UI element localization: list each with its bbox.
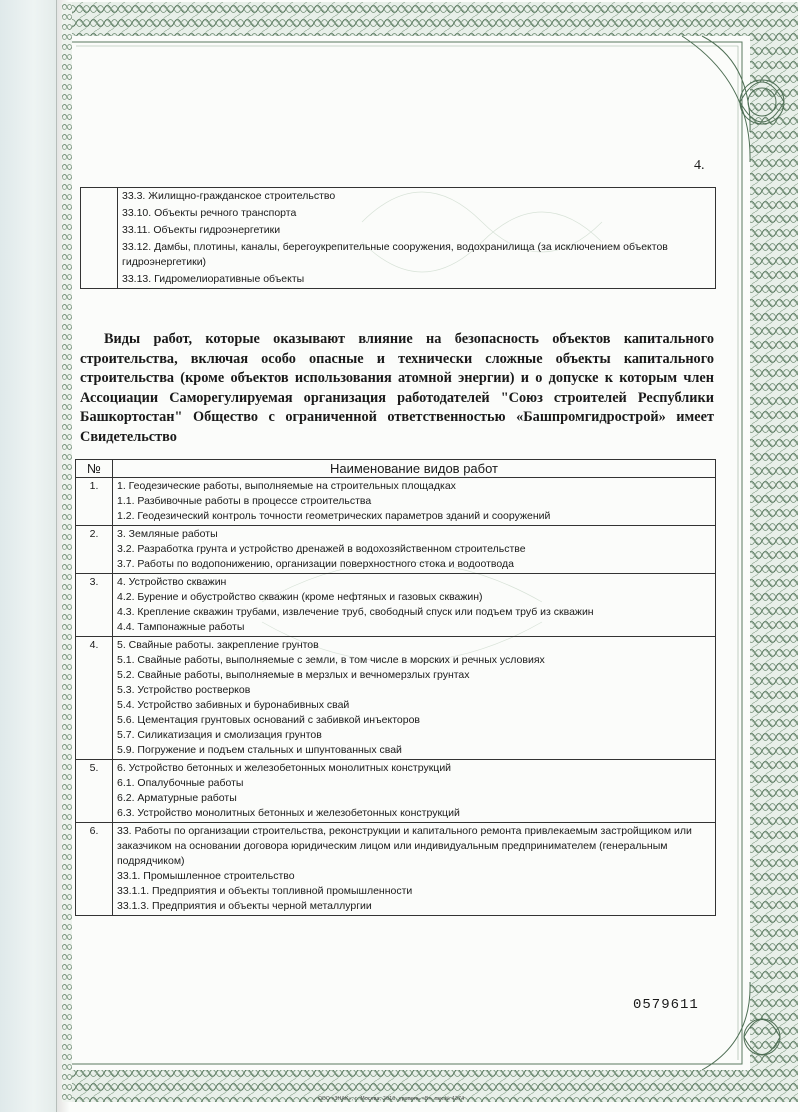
table-row: [81, 271, 716, 289]
table-row: [81, 188, 716, 206]
group-number-cell: 2.: [76, 526, 113, 574]
work-item: 4.3. Крепление скважин трубами, извлечение труб, свободный спуск или подъем труб из скважин: [117, 606, 594, 618]
work-item: 33.1. Промышленное строительство: [117, 870, 295, 882]
header-name: Наименование видов работ: [113, 460, 716, 478]
work-item: 33.1.1. Предприятия и объекты топливной промышленности: [117, 885, 413, 897]
work-type-cell: 33.3. Жилищно-гражданское строительство: [118, 188, 716, 206]
group-items-cell: [113, 637, 716, 760]
work-item: 1. Геодезические работы, выполняемые на строительных площадках: [117, 480, 456, 492]
group-items-cell: [113, 478, 716, 526]
row-number-cell: [81, 271, 118, 289]
header-number: №: [76, 460, 113, 478]
work-type-cell: 33.12. Дамбы, плотины, каналы, берегоукрепительные сооружения, водохранилища (за исключением объектов гидроэнергетики): [118, 239, 716, 271]
table-row: [76, 478, 716, 526]
group-number-cell: 6.: [76, 823, 113, 916]
printer-footer: ООО «ЗНАК», г. Москва, 2010, уровень «В», зак.№ 4374: [318, 1096, 465, 1102]
work-item: 1.1. Разбивочные работы в процессе строительства: [117, 495, 372, 507]
work-item: 5.7. Силикатизация и смолизация грунтов: [117, 729, 322, 741]
work-item: 5.9. Погружение и подъем стальных и шпунтованных свай: [117, 744, 402, 756]
group-items-cell: [113, 574, 716, 637]
section-heading: [80, 330, 714, 447]
work-type-cell: 33.10. Объекты речного транспорта: [118, 205, 716, 222]
page-number: 4.: [694, 158, 705, 173]
work-item: 6.1. Опалубочные работы: [117, 777, 244, 789]
serial-number: 0579611: [633, 997, 699, 1013]
top-work-types-table: [80, 187, 716, 289]
work-item: 3.2. Разработка грунта и устройство дренажей в водохозяйственном строительстве: [117, 543, 526, 555]
group-items-cell: [113, 823, 716, 916]
work-item: 6.3. Устройство монолитных бетонных и железобетонных конструкций: [117, 807, 460, 819]
work-type-cell: 33.13. Гидромелиоративные объекты: [118, 271, 716, 289]
table-row: [76, 760, 716, 823]
work-item: 33.1.3. Предприятия и объекты черной металлургии: [117, 900, 372, 912]
work-item: 5. Свайные работы. закрепление грунтов: [117, 639, 319, 651]
work-item: 33. Работы по организации строительства, реконструкции и капитального ремонта привлекаемым застройщиком или заказчиком на основании договора юридическим лицом или индивидуальным предпринимателем (генеральным подрядчиком): [117, 825, 692, 867]
work-item: 4.2. Бурение и обустройство скважин (кроме нефтяных и газовых скважин): [117, 591, 483, 603]
group-number-cell: 1.: [76, 478, 113, 526]
table-row: [76, 574, 716, 637]
main-work-types-table: [75, 459, 716, 916]
work-item: 6.2. Арматурные работы: [117, 792, 237, 804]
table-header-row: [76, 460, 716, 478]
row-number-cell: [81, 239, 118, 271]
row-number-cell: [81, 205, 118, 222]
table-row: [81, 222, 716, 239]
work-item: 1.2. Геодезический контроль точности геометрических параметров зданий и сооружений: [117, 510, 551, 522]
table-row: [76, 526, 716, 574]
work-item: 5.2. Свайные работы, выполняемые в мерзлых и вечномерзлых грунтах: [117, 669, 470, 681]
row-number-cell: [81, 222, 118, 239]
heading-text: Виды работ, которые оказывают влияние на безопасность объектов капитального строительства, включая особо опасные и технически сложные объекты капитального строительства (кроме объектов использования атомной энергии) и о допуске к которым член Ассоциации Саморегулируемая организация работодателей "Союз строителей Республики Башкортостан" Общество с ограниченной ответственностью «Башпромгидрострой» имеет Свидетельство: [80, 331, 714, 445]
group-number-cell: 3.: [76, 574, 113, 637]
binding-spine: [0, 0, 57, 1112]
group-items-cell: [113, 760, 716, 823]
work-item: 4.4. Тампонажные работы: [117, 621, 245, 633]
work-item: 5.1. Свайные работы, выполняемые с земли, в том числе в морских и речных условиях: [117, 654, 545, 666]
work-item: 6. Устройство бетонных и железобетонных монолитных конструкций: [117, 762, 452, 774]
work-item: 5.6. Цементация грунтовых оснований с забивкой инъекторов: [117, 714, 420, 726]
group-number-cell: 4.: [76, 637, 113, 760]
work-item: 3. Земляные работы: [117, 528, 218, 540]
table-row: [81, 205, 716, 222]
work-item: 4. Устройство скважин: [117, 576, 227, 588]
work-item: 3.7. Работы по водопонижению, организации поверхностного стока и водоотвода: [117, 558, 514, 570]
table-row: [76, 823, 716, 916]
work-type-cell: 33.11. Объекты гидроэнергетики: [118, 222, 716, 239]
group-number-cell: 5.: [76, 760, 113, 823]
table-row: [76, 637, 716, 760]
table-row: [81, 239, 716, 271]
work-item: 5.4. Устройство забивных и буронабивных свай: [117, 699, 350, 711]
work-item: 5.3. Устройство ростверков: [117, 684, 251, 696]
row-number-cell: [81, 188, 118, 206]
group-items-cell: [113, 526, 716, 574]
